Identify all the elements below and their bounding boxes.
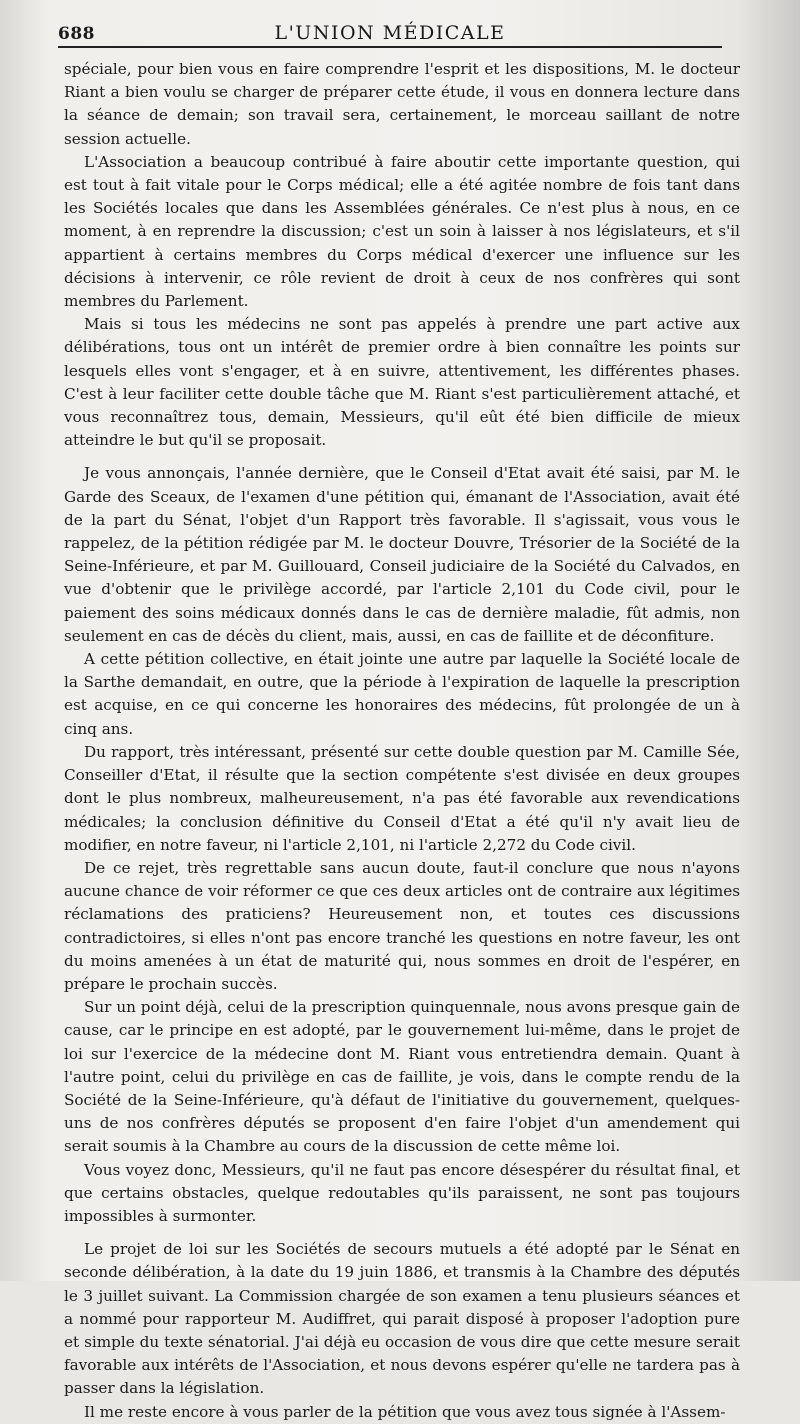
paragraph: L'Association a beaucoup contribué à faire aboutir cette importante question, qui est tout à fait vitale pour le Corps médical; elle a été agitée nombre de fois tant dans les Sociétés locales que dans les Assemblées générales. Ce n'est plus à nous, en ce moment, à en reprendre la discussion; c'est un soin à laisser à nos législateurs, et s'il appartient à certains membres du Corps médical d'exercer une influence sur les décisions à intervenir, ce rôle revient de droit à ceux de nos confrères qui sont membres du Parlement.: [64, 152, 740, 311]
paragraph: Le projet de loi sur les Sociétés de secours mutuels a été adopté par le Sénat en seconde délibération, à la date du 19 juin 1886, et transmis à la Chambre des députés le 3 juillet suivant. La Commission chargée de son examen a tenu plusieurs séances et a nommé pour rapporteur M. Audiffret, qui parait disposé à proposer l'adoption pure et simple du texte sénatorial. J'ai déjà eu occasion de vous dire que cette mesure serait favorable aux intérêts de l'Association, et nous devons espérer qu'elle ne tardera pas à passer dans la législation.: [64, 1240, 740, 1398]
page-number: 688: [58, 24, 95, 44]
paragraph: Il me reste encore à vous parler de la pétition que vous avez tous signée à l'Assem-: [84, 1402, 726, 1421]
paragraph: Du rapport, très intéressant, présenté sur cette double question par M. Camille Sée, Conseiller d'Etat, il résulte que la section compétente s'est divisée en deux groupes dont le plus nombreux, malheureusement, n'a pas été favorable aux revendications médicales; la conclusion définitive du Conseil d'Etat a été qu'il n'y avait lieu de modifier, en notre faveur, ni l'article 2,101, ni l'article 2,272 du Code civil.: [64, 742, 740, 854]
paragraph: spéciale, pour bien vous en faire comprendre l'esprit et les dispositions, M. le docteur Riant a bien voulu se charger de préparer cette étude, il vous en donnera lecture dans la séance de demain; son travail sera, certainement, le morceau saillant de notre session actuelle.: [64, 60, 740, 148]
paragraph: Vous voyez donc, Messieurs, qu'il ne faut pas encore désespérer du résultat final, et que certains obstacles, quelque redoutables qu'ils paraissent, ne sont pas toujours impossibles à surmonter.: [64, 1160, 740, 1225]
paragraph: Sur un point déjà, celui de la prescription quinquennale, nous avons presque gain de cause, car le principe en est adopté, par le gouvernement lui-même, dans le projet de loi sur l'exercice de la médecine dont M. Riant vous entretiendra demain. Quant à l'autre point, celui du privilège en cas de faillite, je vois, dans le compte rendu de la Société de la Seine-Inférieure, qu'à défaut de l'initiative du gouvernement, quelques-uns de nos confrères députés se proposent d'en faire l'objet d'un amendement qui serait soumis à la Chambre au cours de la discussion de cette même loi.: [64, 998, 740, 1156]
paragraph: Mais si tous les médecins ne sont pas appelés à prendre une part active aux délibérations, tous ont un intérêt de premier ordre à bien connaître les points sur lesquels elles vont s'engager, et à en suivre, attentivement, les différentes phases. C'est à leur faciliter cette double tâche que M. Riant s'est particulièrement attaché, et vous reconnaîtrez tous, demain, Messieurs, qu'il eût été bien difficile de mieux atteindre le but qu'il se proposait.: [64, 315, 740, 450]
paragraph: De ce rejet, très regrettable sans aucun doute, faut-il conclure que nous n'ayons aucune chance de voir réformer ce que ces deux articles ont de contraire aux légitimes réclamations des praticiens? Heureusement non, et toutes ces discussions contradictoires, si elles n'ont pas encore tranché les questions en notre faveur, les ont du moins amenées à un état de maturité qui, nous sommes en droit de l'espérer, en prépare le prochain succès.: [64, 858, 740, 993]
running-title: L'UNION MÉDICALE: [274, 22, 506, 44]
body-text: [64, 58, 740, 1424]
page-header: [58, 18, 722, 48]
paragraph: A cette pétition collective, en était jointe une autre par laquelle la Société locale de la Sarthe demandait, en outre, que la période à l'expiration de laquelle la prescription est acquise, en ce qui concerne les honoraires des médecins, fût prolongée de un à cinq ans.: [64, 650, 740, 738]
header-rule: [58, 46, 722, 48]
paragraph: Je vous annonçais, l'année dernière, que le Conseil d'Etat avait été saisi, par M. le Garde des Sceaux, de l'examen d'une pétition qui, émanant de l'Association, avait été de la part du Sénat, l'objet d'un Rapport très favorable. Il s'agissait, vous vous le rappelez, de la pétition rédigée par M. le docteur Douvre, Trésorier de la Société de la Seine-Inférieure, et par M. Guillouard, Conseil judiciaire de la Société du Calvados, en vue d'obtenir que le privilège accordé, par l'article 2,101 du Code civil, pour le paiement des soins médicaux donnés dans le cas de dernière maladie, fût admis, non seulement en cas de décès du client, mais, aussi, en cas de faillite et de déconfiture.: [64, 464, 740, 645]
